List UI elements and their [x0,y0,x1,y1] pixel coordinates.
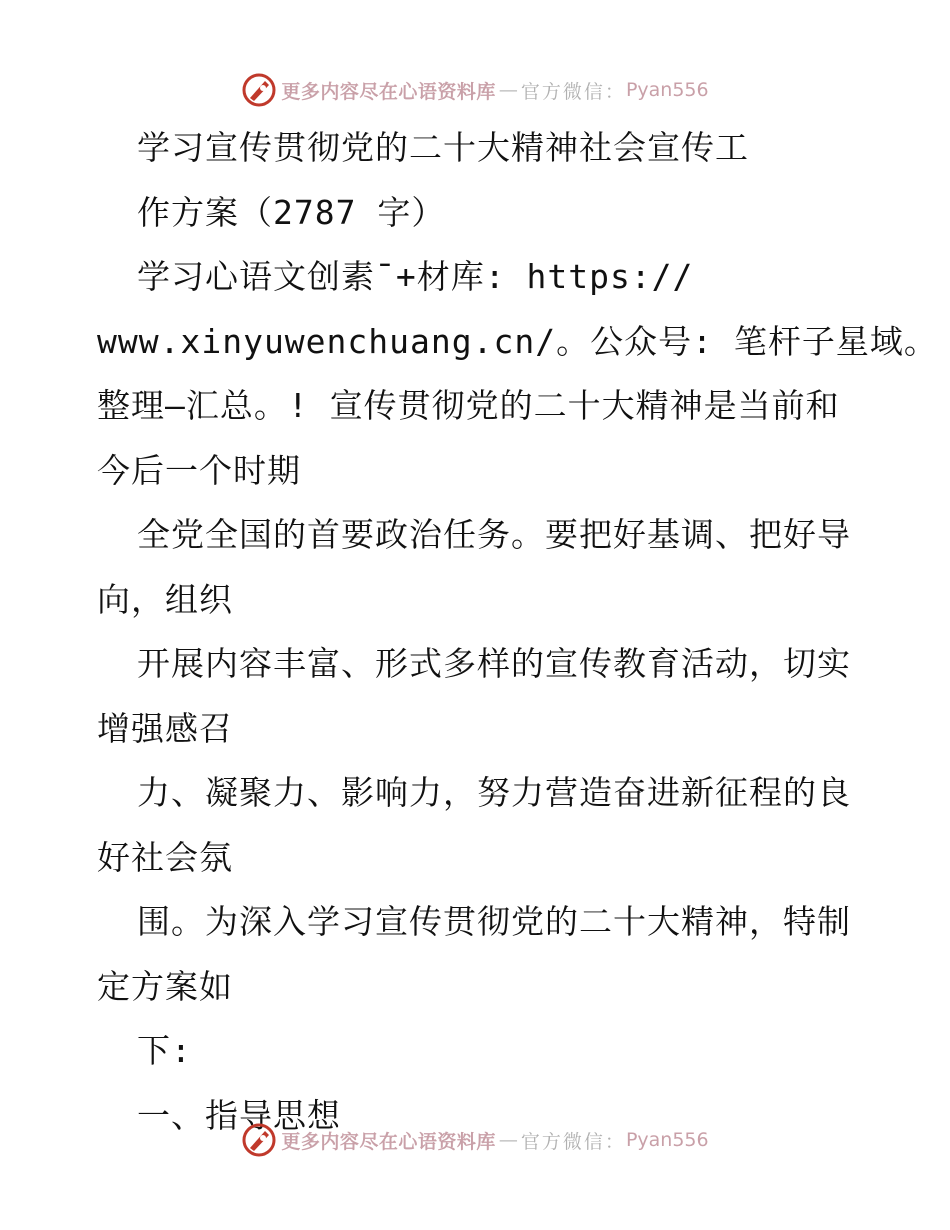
title-line-2: 作方案（2787 字） [137,192,446,232]
footer-watermark [0,1120,950,1160]
body-line: 下: [137,1031,192,1070]
watermark-main-text: 更多内容尽在心语资料库 [281,80,496,103]
body-line: 全党全国的首要政治任务。要把好基调、把好导 [137,515,851,554]
section-heading: 一、指导思想 [137,1095,341,1135]
watermark-wechat-id: Pyan556 [625,1129,709,1151]
body-line: 学习心语文创素¯+材库: https:// [137,257,694,296]
pen-logo-icon [241,1122,277,1158]
watermark-separator: — [498,79,518,101]
body-line: 今后一个时期 [97,450,301,490]
watermark-wechat-label: 官方微信： [520,80,626,103]
body-line: 围。为深入学习宣传贯彻党的二十大精神，特制 [137,902,851,941]
title-line-1: 学习宣传贯彻党的二十大精神社会宣传工 [137,128,749,167]
body-line: 向，组织 [97,579,233,619]
watermark-wechat-label: 官方微信： [520,1130,626,1153]
watermark-separator: — [498,1129,518,1151]
body-line: 力、凝聚力、影响力，努力营造奋进新征程的良 [137,773,851,812]
watermark-main-text: 更多内容尽在心语资料库 [281,1130,496,1153]
body-line: 开展内容丰富、形式多样的宣传教育活动，切实 [137,644,851,683]
header-watermark [0,70,950,110]
watermark-wechat-id: Pyan556 [625,79,709,101]
body-line: 定方案如 [97,966,233,1006]
pen-logo-icon [241,72,277,108]
body-line: www.xinyuwenchuang.cn/。公众号: 笔杆子星域。 [97,321,938,361]
body-line: 整理—汇总。! 宣传贯彻党的二十大精神是当前和 [97,386,840,425]
body-line: 增强感召 [97,708,233,748]
document-body [97,116,938,1148]
body-line: 好社会氛 [97,837,233,877]
